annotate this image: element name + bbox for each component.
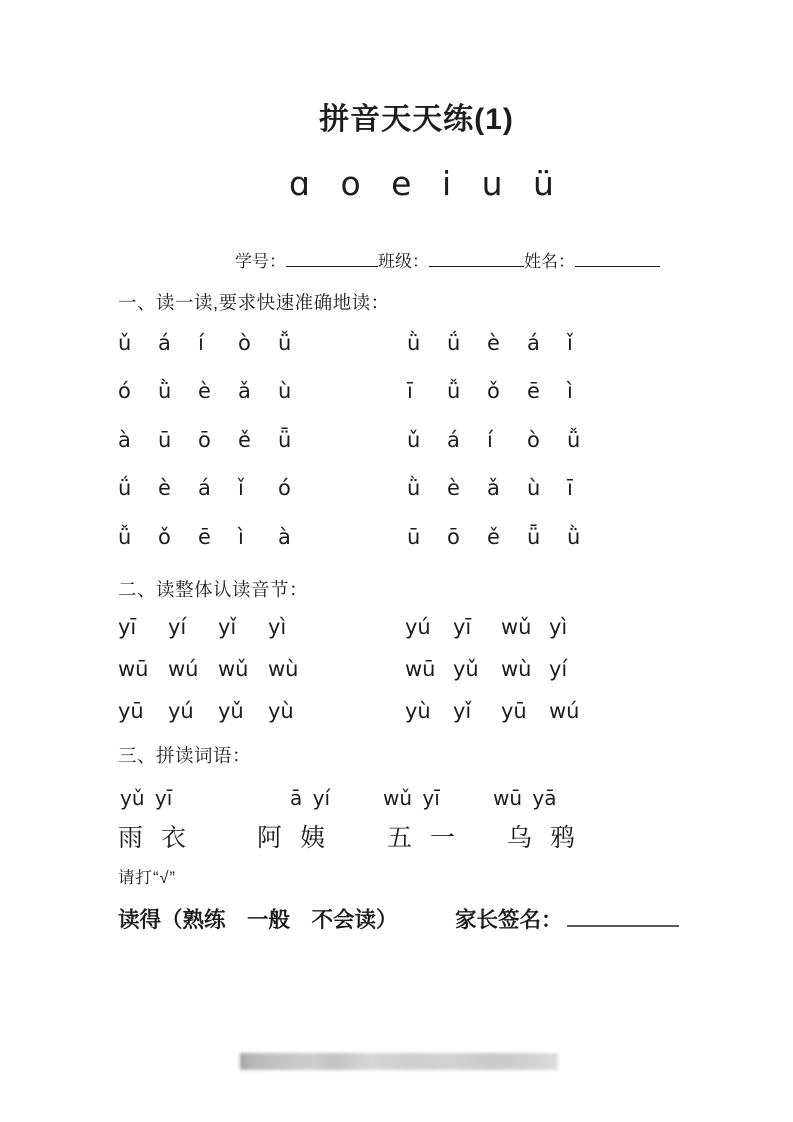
pinyin-letter: ù	[527, 476, 541, 501]
pinyin-letter: ǚ	[567, 427, 581, 452]
pinyin-letter: ǚ	[118, 524, 132, 549]
pinyin-letter: è	[447, 476, 460, 501]
pinyin-syllable: yǔ	[218, 699, 244, 723]
pinyin-row	[0, 476, 793, 524]
pinyin-letter-group-left	[118, 379, 318, 403]
pinyin-letter: ǐ	[567, 331, 573, 355]
footer-line	[0, 903, 793, 937]
pinyin-syllable: wǔ	[501, 615, 532, 639]
pinyin-letter: ǜ	[407, 331, 421, 355]
pinyin-letter: è	[487, 331, 500, 355]
pinyin-letter: ō	[447, 524, 460, 549]
pinyin-letter: á	[198, 476, 211, 501]
page-title: 拼音天天练(1)	[319, 103, 514, 136]
pinyin-letter: ǎ	[487, 476, 500, 501]
section3-hanzi-row	[0, 818, 793, 850]
pinyin-letter: ū	[407, 524, 421, 549]
pinyin-letter: ǔ	[407, 427, 421, 452]
word-pinyin: ā yí	[290, 786, 331, 810]
pinyin-syllable: wū	[118, 657, 149, 681]
pinyin-letter-group-right	[407, 379, 607, 403]
pinyin-syllable: wū	[405, 657, 436, 681]
pinyin-letter-group-right	[407, 428, 607, 452]
signature-blank	[567, 909, 679, 927]
pinyin-syllable-group-right	[405, 657, 597, 681]
pinyin-syllable: yǐ	[453, 699, 472, 723]
vowel-subtitle: ɑ o e i u ü	[289, 164, 556, 203]
pinyin-letter: ǚ	[447, 379, 461, 404]
pinyin-letter: è	[158, 476, 171, 501]
pinyin-letter: ō	[198, 427, 211, 452]
pinyin-letter: ì	[567, 379, 573, 404]
pinyin-syllable: yī	[118, 615, 137, 639]
pinyin-syllable: yù	[268, 699, 294, 723]
pinyin-letter: ò	[527, 427, 540, 452]
pinyin-letter: ǐ	[238, 476, 244, 501]
pinyin-letter-group-left	[118, 428, 318, 452]
pinyin-syllable: yú	[405, 615, 431, 639]
pinyin-syllable: yì	[268, 615, 287, 639]
pinyin-row	[0, 331, 793, 379]
word-hanzi: 雨 衣	[118, 824, 187, 852]
pinyin-letter: á	[527, 331, 540, 355]
pinyin-letter: ē	[527, 379, 540, 404]
pinyin-letter: ǘ	[118, 476, 132, 501]
word-hanzi: 乌 鸦	[507, 824, 576, 852]
pinyin-syllable: yū	[501, 699, 527, 723]
name-blank	[575, 252, 660, 267]
pinyin-letter: á	[447, 427, 460, 452]
pinyin-letter: ī	[567, 476, 573, 501]
word-pinyin: yǔ yī	[120, 786, 173, 810]
pinyin-syllable: yǔ	[453, 657, 479, 681]
student-info-line	[235, 247, 660, 272]
pinyin-letter: ū	[158, 427, 172, 452]
section3-heading: 三、拼读词语：	[118, 745, 252, 766]
pinyin-row	[0, 615, 793, 657]
pinyin-letter: ě	[487, 524, 500, 549]
word-hanzi: 阿 姨	[257, 824, 326, 852]
pinyin-letter: à	[118, 427, 131, 452]
word-pinyin: wū yā	[493, 786, 557, 810]
pinyin-syllable: yū	[118, 699, 144, 723]
pinyin-letter: ǔ	[118, 331, 132, 355]
pinyin-syllable: wǔ	[218, 657, 249, 681]
pinyin-letter: ǎ	[238, 379, 251, 404]
pinyin-letter: à	[278, 524, 291, 549]
check-instruction: 请打“√”	[118, 869, 177, 887]
pinyin-letter: á	[158, 331, 171, 355]
pinyin-letter-group-right	[407, 476, 607, 500]
pinyin-syllable: yǐ	[218, 615, 237, 639]
pinyin-letter: í	[198, 331, 204, 355]
pinyin-row	[0, 428, 793, 476]
blurred-watermark	[240, 1053, 558, 1070]
section2-heading: 二、读整体认读音节：	[118, 579, 309, 600]
pinyin-syllable-group-right	[405, 699, 597, 723]
pinyin-letter-group-right	[407, 525, 607, 549]
section3-pinyin-row	[0, 786, 793, 812]
pinyin-syllable: wú	[168, 657, 199, 681]
pinyin-letter-group-left	[118, 525, 318, 549]
student-no-blank	[286, 252, 378, 267]
class-blank	[429, 252, 524, 267]
pinyin-syllable: wù	[501, 657, 532, 681]
pinyin-syllable: wú	[549, 699, 580, 723]
pinyin-letter: ù	[278, 379, 292, 404]
pinyin-syllable: yù	[405, 699, 431, 723]
pinyin-syllable: yì	[549, 615, 568, 639]
pinyin-letter: ě	[238, 427, 251, 452]
name-label: 姓名：	[524, 252, 575, 271]
pinyin-letter: ì	[238, 524, 244, 549]
section1-letter-grid	[0, 331, 793, 573]
pinyin-letter-group-left	[118, 331, 318, 355]
pinyin-letter: è	[198, 379, 211, 404]
pinyin-row	[0, 657, 793, 699]
pinyin-letter: ǜ	[567, 524, 581, 549]
pinyin-syllable: yú	[168, 699, 194, 723]
pinyin-row	[0, 379, 793, 427]
pinyin-letter: ǒ	[487, 379, 500, 404]
pinyin-letter: ǜ	[158, 379, 172, 404]
pinyin-letter: ó	[278, 476, 291, 501]
pinyin-letter: ǖ	[527, 524, 541, 549]
pinyin-row	[0, 699, 793, 741]
pinyin-letter-group-right	[407, 331, 607, 355]
parent-signature-area	[455, 903, 679, 934]
pinyin-letter: ò	[238, 331, 251, 355]
pinyin-syllable-group-left	[118, 699, 318, 723]
section1-heading: 一、读一读,要求快速准确地读：	[118, 292, 390, 313]
student-no-label: 学号：	[235, 252, 286, 271]
word-pinyin: wǔ yī	[383, 786, 440, 810]
pinyin-letter: ǜ	[407, 476, 421, 501]
class-label: 班级：	[378, 252, 429, 271]
pinyin-syllable: yī	[453, 615, 472, 639]
pinyin-letter: ē	[198, 524, 211, 549]
pinyin-syllable: yí	[549, 657, 568, 681]
signature-label: 家长签名：	[455, 908, 563, 932]
pinyin-letter: í	[487, 427, 493, 452]
pinyin-row	[0, 525, 793, 573]
word-hanzi: 五 一	[387, 824, 456, 852]
pinyin-letter: ó	[118, 379, 131, 404]
pinyin-letter: ǘ	[447, 331, 461, 355]
pinyin-syllable: yí	[168, 615, 187, 639]
pinyin-syllable-group-left	[118, 657, 318, 681]
pinyin-syllable-group-left	[118, 615, 318, 639]
pinyin-letter-group-left	[118, 476, 318, 500]
pinyin-letter: ǚ	[278, 331, 292, 355]
pinyin-letter: ǖ	[278, 427, 292, 452]
pinyin-letter: ī	[407, 379, 413, 404]
rating-options: 读得（熟练 一般 不会读）	[118, 908, 398, 932]
section2-syllable-grid	[0, 615, 793, 741]
pinyin-letter: ǒ	[158, 524, 171, 549]
pinyin-syllable-group-right	[405, 615, 597, 639]
pinyin-syllable: wù	[268, 657, 299, 681]
